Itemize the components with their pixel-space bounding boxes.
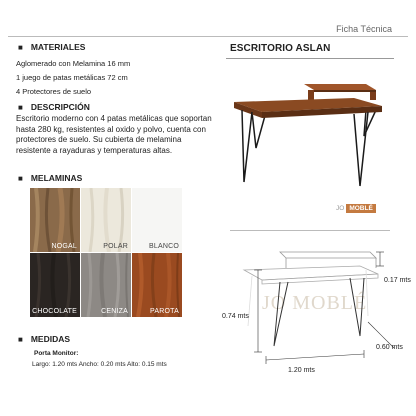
swatch-label: NOGAL [51, 243, 77, 250]
materiales-item: 4 Protectores de suelo [16, 87, 92, 96]
desk-product-image [226, 62, 396, 192]
section-divider [230, 230, 390, 231]
desk-dimension-drawing [226, 236, 412, 386]
swatch-polar [81, 188, 131, 252]
swatch-label: CHOCOLATE [32, 308, 77, 315]
materiales-title: MATERIALES [30, 42, 86, 52]
materiales-item: 1 juego de patas metálicas 72 cm [16, 73, 128, 82]
melaminas-heading [18, 173, 82, 183]
descripcion-text: Escritorio moderno con 4 patas metálicas que soportan hasta 280 kg, resistentes al oxido y polvo, cuenta con protectores de suelo. Su cubierta de melamina resistente a rayaduras y temperaturas altas. [16, 114, 212, 155]
materiales-heading [18, 42, 85, 52]
dim-total-height: 0.74 mts [222, 313, 249, 320]
header-divider [8, 36, 408, 37]
descripcion-heading [18, 102, 90, 112]
swatch-ceniza [81, 253, 131, 317]
swatch-chocolate [30, 253, 80, 317]
swatch-label: BLANCO [149, 243, 179, 250]
melamine-swatches [30, 188, 182, 318]
dim-length: 1.20 mts [288, 367, 315, 374]
swatch-parota [132, 253, 182, 317]
brand-logo [334, 202, 373, 214]
swatch-label: PAROTA [150, 308, 179, 315]
brand-part-b: MOBLÉ [346, 204, 375, 213]
brand-watermark: JO MOBLÉ [262, 292, 368, 314]
medidas-dims: Largo: 1.20 mts Ancho: 0.20 mts Alto: 0.15 mts [32, 361, 167, 368]
bullet-icon: ■ [18, 102, 23, 112]
swatch-label: POLAR [103, 243, 128, 250]
bullet-icon: ■ [18, 173, 23, 183]
swatch-blanco [132, 188, 182, 252]
product-title-divider [226, 58, 394, 59]
materiales-item: Aglomerado con Melamina 16 mm [16, 59, 131, 68]
bullet-icon: ■ [18, 42, 23, 52]
product-title: ESCRITORIO ASLAN [230, 43, 331, 54]
dim-depth: 0.60 mts [376, 344, 403, 351]
swatch-nogal [30, 188, 80, 252]
swatch-label: CENIZA [101, 308, 128, 315]
brand-part-a: JO [336, 204, 345, 212]
page-header-label: Ficha Técnica [336, 24, 392, 34]
bullet-icon: ■ [18, 334, 23, 344]
descripcion-title: DESCRIPCIÓN [30, 102, 90, 112]
medidas-title: MEDIDAS [30, 334, 71, 344]
melaminas-title: MELAMINAS [30, 173, 83, 183]
medidas-heading [18, 334, 70, 344]
medidas-subtitle: Porta Monitor: [34, 350, 79, 357]
dim-monitor-height: 0.17 mts [384, 277, 411, 284]
